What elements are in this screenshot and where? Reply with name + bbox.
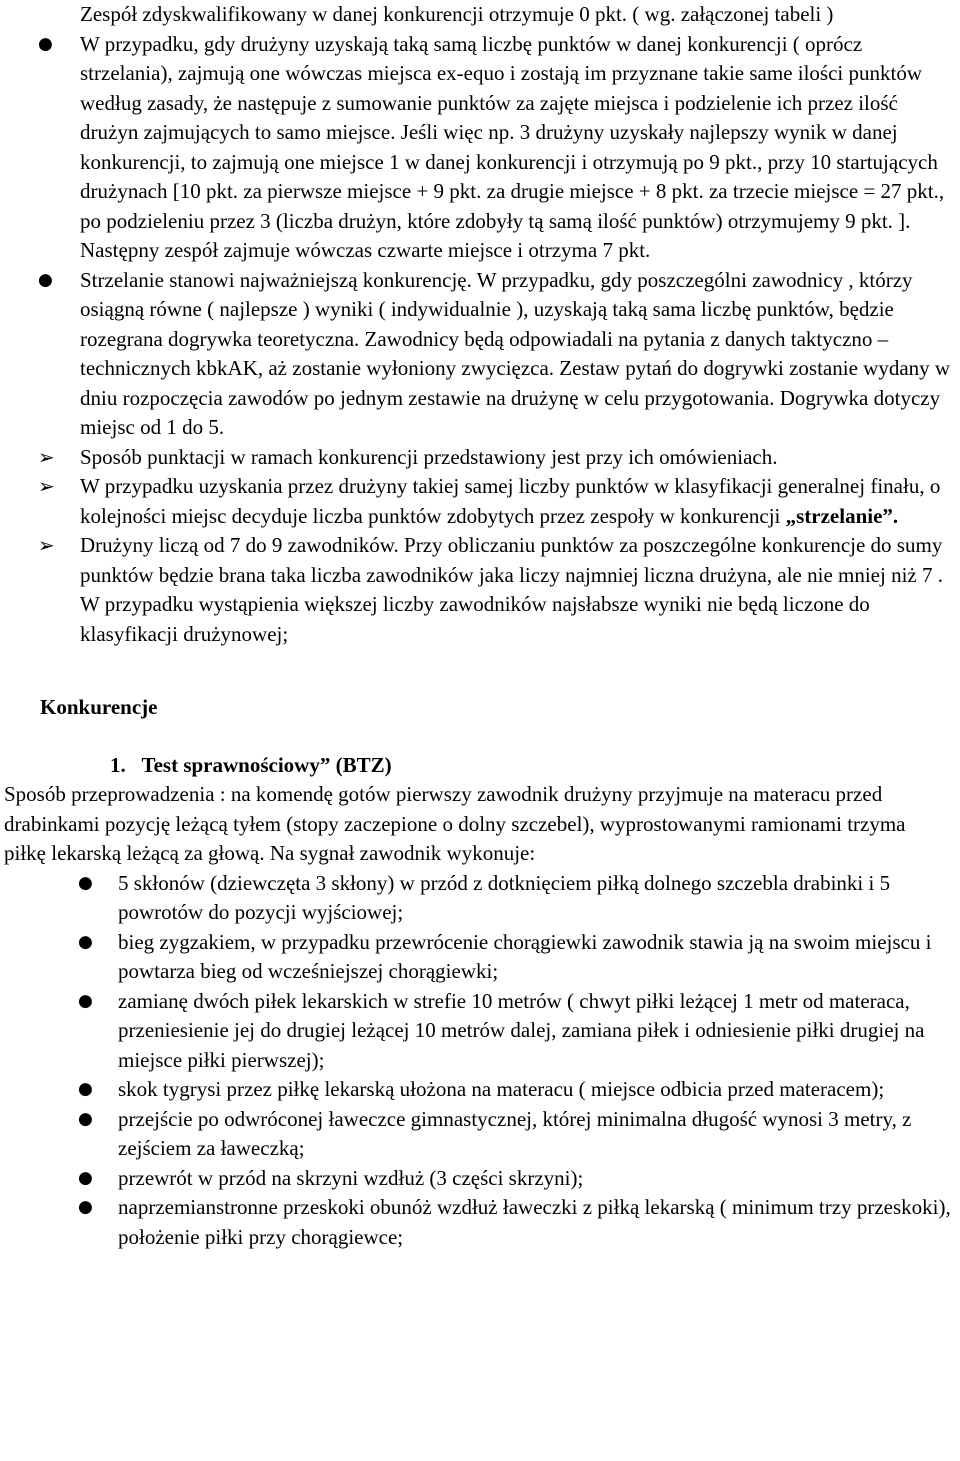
arrow-item-team-size (0, 531, 954, 649)
task-item (0, 1193, 954, 1252)
bullet-text: Strzelanie stanowi najważniejszą konkurencję. W przypadku, gdy poszczególni zawodnicy , którzy osiągną równe ( najlepsze ) wyniki ( indywidualnie ), uzyskają taką sama liczbę punktów, będzie rozegrana dogrywka teoretyczna. Zawodnicy będą odpowiadali na pytania z danych taktyczno – technicznych kbkAK, aż zostanie wyłoniony zwycięzca. Zestaw pytań do dogrywki zostanie wydany w dniu rozpoczęcia zawodów po jednym zestawie na drużynę w celu przygotowania. Dogrywka dotyczy miejsc od 1 do 5. (80, 267, 951, 439)
arrow-text: Drużyny liczą od 7 do 9 zawodników. Przy obliczaniu punktów za poszczególne konkurencje do sumy punktów będzie brana taka liczba zawodników jaka liczy najmniej liczna drużyna, ale nie mniej niż 7 . W przypadku wystąpienia większej liczby zawodników najsłabsze wyniki nie będą liczone do klasyfikacji drużynowej; (80, 533, 943, 646)
task-list (0, 869, 960, 1253)
bullet-icon: ● (78, 990, 93, 1011)
bullet-icon: ● (78, 1079, 93, 1099)
paragraph-disqualification: Zespół zdyskwalifikowany w danej konkurencji otrzymuje 0 pkt. ( wg. załączonej tabeli ) (80, 2, 834, 26)
section-heading: Konkurencje (40, 695, 158, 719)
arrow-text-bold: „strzelanie”. (785, 503, 899, 528)
arrow-bullet-icon: ➢ (38, 474, 55, 498)
arrow-item-scoring (0, 443, 954, 473)
arrow-item-general-classification (0, 472, 954, 531)
bullet-icon: ● (78, 1167, 93, 1188)
subsection-number: 1. (110, 752, 126, 777)
task-item (0, 987, 954, 1076)
subsection-heading (110, 751, 960, 781)
procedure-paragraph: Sposób przeprowadzenia : na komendę gotów pierwszy zawodnik drużyny przyjmuje na materacu przed drabinkami pozycję leżącą tyłem (stopy zaczepione o dolny szczebel), wyprostowanymi ramionami trzyma piłkę lekarską leżącą za głową. Na sygnał zawodnik wykonuje: (4, 782, 906, 865)
bullet-icon: ● (78, 1197, 93, 1217)
bullet-icon: ● (78, 1108, 93, 1129)
arrow-bullet-icon: ➢ (38, 444, 55, 469)
task-item (0, 1164, 954, 1194)
task-item (0, 1075, 954, 1105)
task-text: naprzemianstronne przeskoki obunóż wzdłuż ławeczki z piłką lekarską ( minimum trzy przeskoki), położenie piłki przy chorągiewce; (118, 1195, 951, 1249)
arrow-text: Sposób punktacji w ramach konkurencji przedstawiony jest przy ich omówieniach. (80, 444, 778, 469)
subsection-title: Test sprawnościowy” (BTZ) (141, 752, 392, 777)
bullet-item-shooting (0, 266, 954, 443)
arrow-text-main: W przypadku uzyskania przez drużyny takiej samej liczby punktów w klasyfikacji generalnej finału, o kolejności miejsc decyduje liczba punktów zdobytych przez zespoły w konkurencji (80, 474, 941, 528)
task-item (0, 869, 954, 928)
bullet-text: W przypadku, gdy drużyny uzyskają taką samą liczbę punktów w danej konkurencji ( oprócz strzelania), zajmują one wówczas miejsca ex-equo i zostają im przyznane takie same ilości punktów według zasady, że następuje z sumowanie punktów za zajęte miejsca i podzielenie ich przez ilość drużyn zajmujących to samo miejsce. Jeśli więc np. 3 drużyny uzyskały najlepszy wynik w danej konkurencji, to zajmują one miejsce 1 w danej konkurencji i otrzymują po 9 pkt., przy 10 startujących drużynach [10 pkt. za pierwsze miejsce + 9 pkt. za drugie miejsce + 8 pkt. za trzecie miejsce = 27 pkt., po podzieleniu przez 3 (liczba drużyn, które zdobyły tą samą ilość punktów) otrzymujemy 9 pkt. ]. Następny zespół zajmuje wówczas czwarte miejsce i otrzyma 7 pkt. (80, 31, 945, 262)
task-text: przejście po odwróconej ławeczce gimnastycznej, której minimalna długość wynosi 3 metry, z zejściem za ławeczką; (118, 1106, 912, 1160)
task-text: zamianę dwóch piłek lekarskich w strefie 10 metrów ( chwyt piłki leżącej 1 metr od materaca, przeniesienie jej do drugiej leżącej 10 metrów dalej, zamiana piłek i odniesienie piłki drugiej na miejsce piłki pierwszej); (118, 988, 925, 1072)
bullet-item-tie-points (0, 30, 954, 266)
arrow-text (80, 472, 954, 531)
task-text: 5 skłonów (dziewczęta 3 skłony) w przód z dotknięciem piłką dolnego szczebla drabinki i 5 powrotów do pozycji wyjściowej; (118, 870, 891, 924)
task-text: bieg zygzakiem, w przypadku przewrócenie chorągiewki zawodnik stawia ją na swoim miejscu i powtarza bieg od wcześniejszej chorągiewki; (118, 929, 932, 983)
bullet-icon: ● (78, 931, 93, 952)
bullet-icon: ● (78, 872, 93, 893)
task-item (0, 928, 954, 987)
task-text: przewrót w przód na skrzyni wzdłuż (3 części skrzyni); (118, 1165, 584, 1190)
task-item (0, 1105, 954, 1164)
task-text: skok tygrysi przez piłkę lekarską ułożona na materacu ( miejsce odbicia przed materacem); (118, 1077, 885, 1101)
arrow-bullet-icon: ➢ (38, 533, 55, 557)
bullet-icon: ● (38, 269, 53, 290)
bullet-icon: ● (38, 33, 53, 54)
